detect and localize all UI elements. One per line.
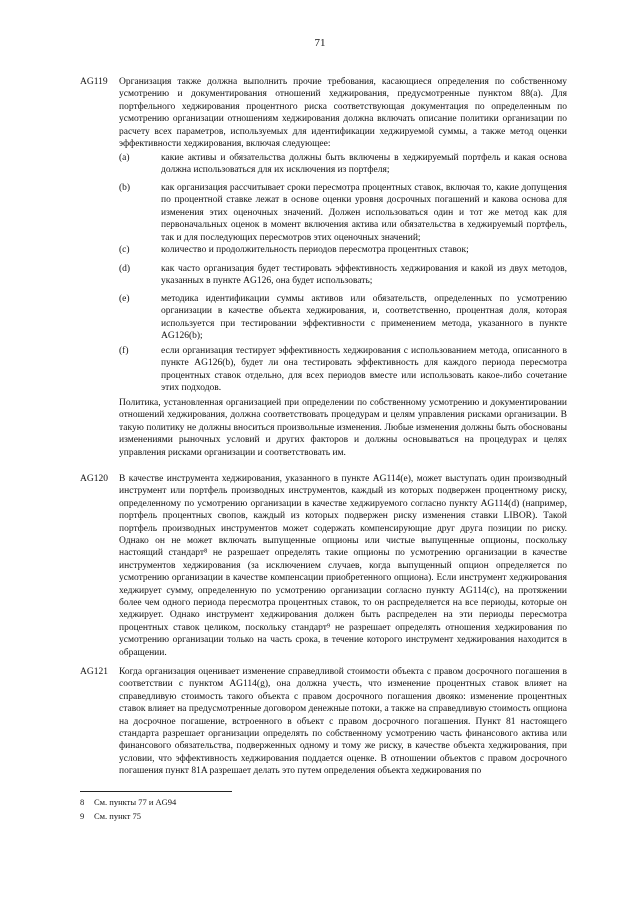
list-item-label: (c) [119, 245, 130, 255]
list-item-text: методика идентификации суммы активов или обязательств, определенных по усмотрению организации в качестве объекта хеджирования, и, соответственно, процентная доля, которая используется при тестировании эффективности с применением метода, указанного в пункте AG126(b); [161, 294, 567, 342]
list-item-text: какие активы и обязательства должны быть включены в хеджируемый портфель и какая основа должна использоваться для их исключения из портфеля; [161, 153, 567, 176]
footnote-separator [80, 791, 232, 792]
paragraph-text: Когда организация оценивает изменение справедливой стоимости объекта с правом досрочного погашения в соответствии с пунктом AG114(g), она должна учесть, что изменение процентных ставок влияет на справедливую стоимость такого объекта с правом досрочного погашения двояко: изменение процентных ставок влияет на предусмотренные договором денежные потоки, а также на справедливую стоимость опциона на досрочное погашение, встроенного в объект с правом досрочного погашения. Пункт 81 настоящего стандарта разрешает организации определять по собственному усмотрению часть финансового актива или финансового обязательства, подверженных одному и тому же риску, в качестве объекта хеджирования, при условии, что эффективность хеджирования поддается оценке. В отношении объектов с правом досрочного погашения пункт 81A разрешает делать это путем определения объекта хеджирования по [119, 667, 567, 777]
footnote [80, 797, 560, 808]
list-item-text: как организация рассчитывает сроки пересмотра процентных ставок, включая то, какие допущения по процентной ставке лежат в основе оценки уровня досрочных погашений и какова основа для изменения этих оценочных значений. Должен использоваться один и тот же метод как для первоначальных оценок в момент включения актива или обязательства в хеджируемый портфель, так и для последующих пересмотров этих оценочных значений; [161, 183, 567, 243]
list-item-label: (f) [119, 346, 129, 356]
footnote-text: См. пункты 77 и AG94 [94, 797, 177, 807]
footnote-mark: 9 [80, 811, 85, 821]
footnote [80, 811, 560, 822]
list-item-text: количество и продолжительность периодов пересмотра процентных ставок; [161, 245, 469, 255]
paragraph-text: В качестве инструмента хеджирования, указанного в пункте AG114(e), может выступать один производный инструмент или портфель производных инструментов, каждый из которых подвержен процентному риску, определенному по усмотрению организации в качестве хеджируемого согласно пункту AG114(d) (например, портфель процентных свопов, каждый из которых подвержен риску изменения ставки LIBOR). Такой портфель производных инструментов может содержать компенсирующие друг друга позиции по риску. Однако он не может включать выпущенные опционы или чистые выпущенные опционы, поскольку настоящий стандарт⁸ не разрешает определять такие опционы по усмотрению организации в качестве инструментов хеджирования (за исключением случаев, когда выпущенный опцион определяется по усмотрению организации в качестве компенсации приобретенного опциона). Если инструмент хеджирования хеджирует сумму, определенную по усмотрению организации согласно пункту AG114(c), на протяжении более чем одного периода пересмотра процентных ставок, то он распределяется на все периоды, которые он хеджирует. Однако инструмент хеджирования должен быть распределен на эти периоды пересмотра процентных ставок целиком, поскольку стандарт⁹ не разрешает определять отношения хеджирования по усмотрению организации только на часть срока, в течение которого инструмент хеджирования находится в обращении. [119, 474, 567, 658]
paragraph-label: AG121 [80, 667, 108, 677]
footnote-mark: 8 [80, 797, 85, 807]
footnote-text: См. пункт 75 [94, 811, 142, 821]
paragraph-label: AG120 [80, 474, 108, 484]
list-item-label: (a) [119, 153, 130, 163]
paragraph-label: AG119 [80, 77, 108, 87]
page-number: 71 [314, 37, 326, 49]
list-item-text: как часто организация будет тестировать эффективность хеджирования и какой из двух методов, указанных в пункте AG126, она будет использовать; [161, 264, 567, 287]
paragraph-text: Политика, установленная организацией при определении по собственному усмотрению и документировании отношений хеджирования, должна соответствовать процедурам и целям управления рисками организации. В такую политику не должны вноситься произвольные изменения. Любые изменения должны быть обоснованы изменениями рыночных условий и других факторов и должны основываться на процедурах и целях управления рисками организации и соответствовать им. [119, 398, 567, 458]
list-item-label: (e) [119, 294, 130, 304]
paragraph-text: Организация также должна выполнить прочие требования, касающиеся определения по собственному усмотрению и документирования отношений хеджирования, предусмотренные пунктом 88(а). Для портфельного хеджирования процентного риска соответствующая документация по определенным по усмотрению организации отношениям хеджирования должна включать описание политики организации по расчету всех параметров, используемых для идентификации хеджируемой суммы, а также метод оценки эффективности хеджирования, включая следующее: [119, 77, 567, 150]
list-item-label: (d) [119, 264, 131, 274]
list-item-text: если организация тестирует эффективность хеджирования с использованием метода, описанного в пункте AG126(b), будет ли она тестировать эффективность для каждого периода пересмотра процентных ставок отдельно, для всех периодов вместе или использовать какое-либо сочетание этих подходов. [161, 346, 567, 394]
list-item-label: (b) [119, 183, 131, 193]
